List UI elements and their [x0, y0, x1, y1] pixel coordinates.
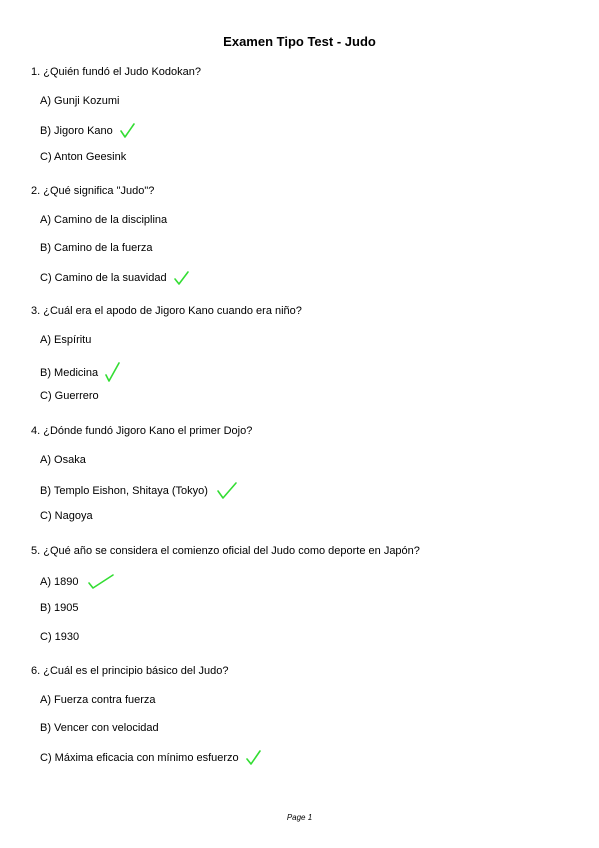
answer-label: B) 1905: [40, 602, 79, 614]
answer-option: [40, 693, 156, 707]
checkmark-icon: [104, 361, 122, 385]
answer-option: [40, 94, 119, 108]
answer-option: [40, 389, 99, 403]
checkmark-icon: [245, 749, 263, 767]
checkmark-icon: [173, 269, 191, 287]
answer-option: [40, 601, 79, 615]
answer-option: [40, 269, 191, 287]
question-5: 5. ¿Qué año se considera el comienzo oficial del Judo como deporte en Japón?: [31, 545, 420, 557]
checkmark-icon: [119, 122, 137, 140]
answer-option: [40, 481, 238, 501]
answer-label: C) Máxima eficacia con mínimo esfuerzo: [40, 752, 239, 764]
answer-label: C) Anton Geesink: [40, 151, 127, 163]
answer-label: C) 1930: [40, 631, 80, 643]
answer-label: A) Osaka: [40, 454, 86, 466]
question-4: 4. ¿Dónde fundó Jigoro Kano el primer Dojo?: [31, 425, 253, 437]
answer-option: [40, 213, 167, 227]
answer-label: A) Espíritu: [40, 334, 92, 346]
question-2: 2. ¿Qué significa "Judo"?: [31, 185, 155, 197]
question-1: 1. ¿Quién fundó el Judo Kodokan?: [31, 66, 202, 78]
answer-label: B) Vencer con velocidad: [40, 722, 159, 734]
answer-label: B) Medicina: [40, 367, 99, 379]
page-title: Examen Tipo Test - Judo: [223, 34, 376, 49]
answer-option: [40, 721, 159, 735]
answer-label: B) Camino de la fuerza: [40, 242, 153, 254]
answer-label: A) Camino de la disciplina: [40, 214, 168, 226]
answer-label: C) Guerrero: [40, 390, 99, 402]
answer-label: C) Nagoya: [40, 510, 93, 522]
question-6: 6. ¿Cuál es el principio básico del Judo?: [31, 665, 229, 677]
answer-label: B) Jigoro Kano: [40, 125, 113, 137]
answer-option: [40, 122, 137, 140]
question-3: 3. ¿Cuál era el apodo de Jigoro Kano cuando era niño?: [31, 305, 302, 317]
checkmark-icon: [87, 573, 115, 591]
answer-option: [40, 333, 91, 347]
answer-label: A) 1890: [40, 576, 79, 588]
answer-option: [40, 630, 79, 644]
answer-label: B) Templo Eishon, Shitaya (Tokyo): [40, 485, 208, 497]
answer-option: [40, 453, 86, 467]
answer-label: C) Camino de la suavidad: [40, 272, 167, 284]
checkmark-icon: [216, 481, 238, 501]
answer-option: [40, 361, 122, 385]
page-number: Page 1: [286, 813, 313, 822]
answer-option: [40, 241, 153, 255]
answer-option: [40, 573, 115, 591]
answer-option: [40, 749, 263, 767]
answer-label: A) Gunji Kozumi: [40, 95, 120, 107]
answer-option: [40, 150, 126, 164]
answer-option: [40, 509, 93, 523]
answer-label: A) Fuerza contra fuerza: [40, 694, 156, 706]
